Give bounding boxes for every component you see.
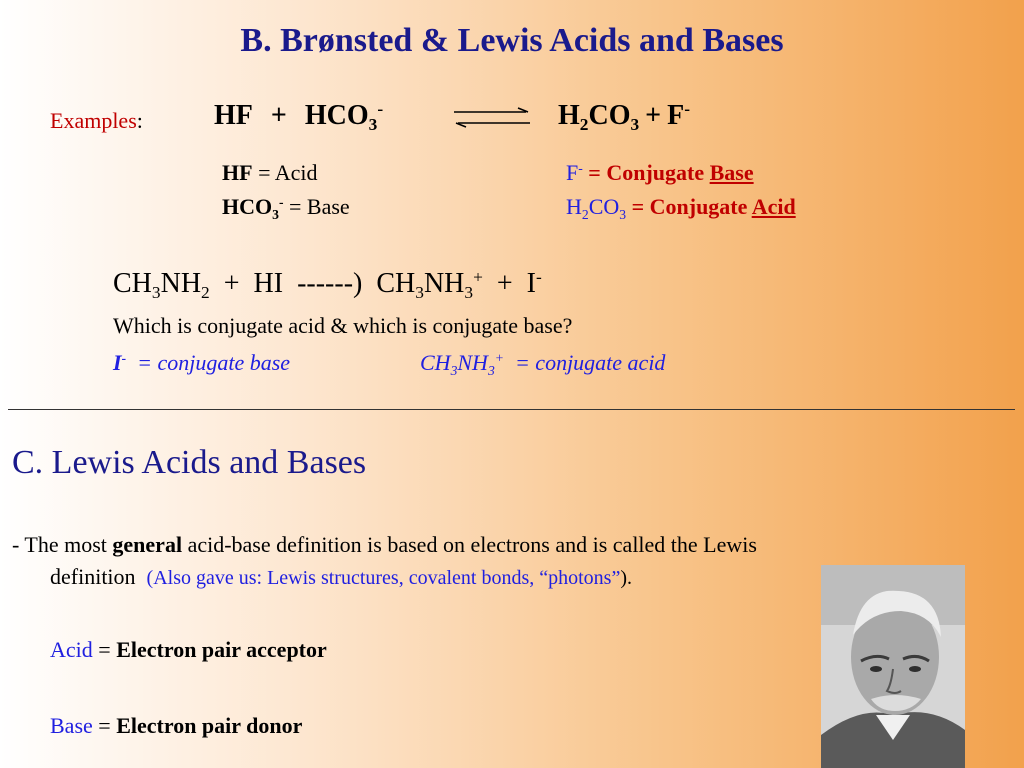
answer-conjugate-acid: [420, 350, 665, 376]
conjugate-question: Which is conjugate acid & which is conjugate base?: [113, 313, 573, 338]
base-text: Electron pair donor: [116, 713, 303, 738]
definition-rest: acid-base definition is based on electrons and is called the Lewis: [182, 532, 757, 557]
f-conjugate-base-label: [566, 160, 754, 186]
acid-text: Electron pair acceptor: [116, 637, 327, 662]
eq2-middle: + HI ------): [209, 268, 377, 299]
f-eq: =: [582, 160, 607, 185]
eq1-plus-2: +: [645, 100, 662, 131]
hf-acid-text: = Acid: [252, 160, 318, 185]
h2co3-conjugate-acid-label: [566, 194, 796, 220]
h2co3-sub1: 2: [581, 206, 589, 222]
hco3-base-label: [222, 194, 350, 220]
section-divider: [8, 409, 1015, 410]
eq2-nh: NH: [160, 268, 202, 299]
answer-nh-sub: 3: [487, 362, 495, 378]
section-c-heading: C. Lewis Acids and Bases: [12, 444, 367, 481]
hco3-base-text: = Base: [283, 194, 350, 219]
lewis-base-definition: [50, 713, 302, 739]
eq2-i-sup: -: [536, 267, 542, 287]
lewis-definition-line-2: [50, 564, 632, 590]
examples-label: [50, 108, 143, 134]
eq2-nh-2-sub: 3: [464, 283, 474, 303]
hco3-sub: 3: [272, 206, 279, 222]
eq1-hco3-sub: 3: [368, 115, 378, 135]
definition-note: (Also gave us: Lewis structures, covalent bonds, “photons”: [146, 567, 621, 589]
answer-ch: CH: [420, 350, 451, 375]
hco3-formula: HCO: [222, 194, 273, 219]
eq2-tail: + I: [482, 268, 536, 299]
f-formula: F: [566, 160, 579, 185]
lewis-definition-line-1: [12, 532, 757, 558]
eq1-h-sub: 2: [579, 115, 589, 135]
eq2-nh-2-sup: +: [473, 267, 483, 287]
eq2-nh-2: NH: [423, 268, 465, 299]
h2co3-conjugate-text: Conjugate: [649, 194, 752, 219]
eq1-f-sup: -: [684, 99, 691, 119]
equation-2: [113, 267, 542, 303]
eq2-ch-sub: 3: [151, 283, 161, 303]
base-eq: =: [92, 713, 117, 738]
answer-ch-sub: 3: [450, 362, 458, 378]
h2co3-h: H: [566, 194, 582, 219]
hf-formula: HF: [222, 160, 253, 185]
equilibrium-arrow-icon: [452, 106, 532, 133]
eq1-plus: +: [270, 100, 287, 131]
acid-term: Acid: [50, 637, 93, 662]
hco3-sup: -: [278, 194, 284, 210]
eq1-co: CO: [588, 100, 631, 131]
answer-i-ion: I: [113, 350, 122, 375]
definition-word: definition: [50, 564, 147, 589]
answer-conjugate-base: [113, 350, 290, 376]
eq1-hco3: HCO: [304, 100, 369, 131]
h2co3-acid-word: Acid: [751, 194, 796, 219]
eq2-ch-2: CH: [376, 268, 416, 299]
examples-colon: :: [136, 108, 143, 133]
answer-nh-sup: +: [494, 350, 504, 366]
base-term: Base: [50, 713, 93, 738]
lewis-acid-definition: [50, 637, 327, 663]
f-sup: -: [578, 160, 583, 176]
eq1-hf: HF: [214, 100, 253, 131]
eq2-ch: CH: [113, 268, 152, 299]
lewis-portrait: [821, 565, 965, 768]
definition-general: general: [112, 532, 183, 557]
equation-1-left: [214, 99, 384, 135]
equation-1-right: [558, 99, 691, 135]
eq1-co-sub: 3: [630, 115, 640, 135]
definition-dash: - The most: [12, 532, 113, 557]
eq2-ch-2-sub: 3: [415, 283, 424, 303]
h2co3-co: CO: [588, 194, 620, 219]
eq2-nh-sub: 2: [201, 283, 210, 303]
eq1-h: H: [558, 100, 580, 131]
f-conjugate-text: Conjugate: [606, 160, 710, 185]
eq1-f: F: [667, 100, 685, 131]
answer-nh: NH: [457, 350, 488, 375]
answer-i-sup: -: [121, 350, 127, 366]
answer-base-text: = conjugate base: [126, 350, 291, 375]
eq1-hco3-sup: -: [377, 99, 384, 119]
f-base-word: Base: [709, 160, 754, 185]
examples-word: Examples: [50, 108, 137, 133]
acid-eq: =: [92, 637, 117, 662]
slide-title: B. Brønsted & Lewis Acids and Bases: [240, 22, 784, 59]
h2co3-sub2: 3: [619, 206, 627, 222]
h2co3-eq: =: [626, 194, 650, 219]
hf-acid-label: [222, 160, 318, 186]
definition-note-close: ).: [620, 567, 633, 589]
answer-acid-text: = conjugate acid: [503, 350, 666, 375]
